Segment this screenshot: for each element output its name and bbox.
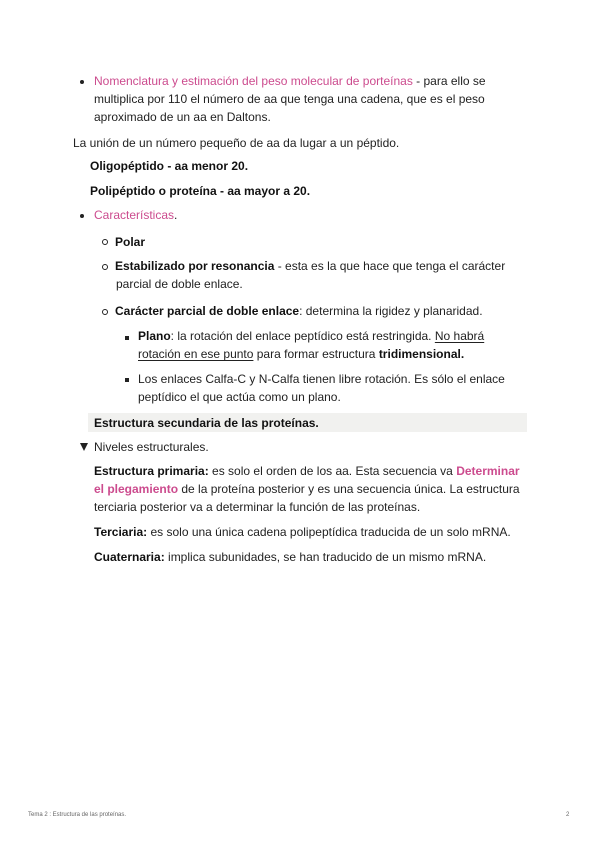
primaria-bold: Estructura primaria: xyxy=(94,464,209,478)
plano-line-1 xyxy=(138,327,484,345)
nomenclatura-line-2: multiplica por 110 el número de aa que tenga una cadena, que es el peso xyxy=(94,92,485,106)
plano-underline-1: No habrá xyxy=(434,329,485,343)
primaria-highlight-2: el plegamiento xyxy=(94,482,179,496)
plano-text: : la rotación del enlace peptídico está restringida. xyxy=(170,329,435,343)
primaria-line-1 xyxy=(94,462,520,480)
plano-line-2 xyxy=(138,345,464,363)
bullet-circle-icon xyxy=(102,309,108,315)
enlaces-line-1: Los enlaces Calfa-C y N-Calfa tienen libre rotación. Es sólo el enlace xyxy=(138,372,505,386)
caracter-parcial-bold: Carácter parcial de doble enlace xyxy=(115,304,300,318)
caracter-parcial-text: : determina la rigidez y planaridad. xyxy=(299,304,483,318)
bullet-circle-icon xyxy=(102,239,108,245)
niveles-toggle-label[interactable]: Niveles estructurales. xyxy=(94,440,209,454)
caracteristicas-link[interactable]: Características xyxy=(94,208,175,222)
primaria-text: es solo el orden de los aa. Esta secuencia va xyxy=(208,464,457,478)
polipeptido-text: Polipéptido o proteína - aa mayor a 20. xyxy=(90,184,311,198)
polar-text: Polar xyxy=(115,235,146,249)
secundaria-heading: Estructura secundaria de las proteínas. xyxy=(94,416,319,430)
toggle-triangle-icon[interactable] xyxy=(80,443,88,451)
bullet-disc-icon xyxy=(80,214,84,218)
caracter-parcial-line xyxy=(115,302,483,320)
bullet-square-icon xyxy=(125,336,129,340)
nomenclatura-text: - para ello se xyxy=(412,74,486,88)
page-number: 2 xyxy=(566,812,570,818)
primaria-line-2 xyxy=(94,480,520,498)
nomenclatura-line-3: aproximado de un aa en Daltons. xyxy=(94,110,271,124)
plano-bold-2: tridimensional. xyxy=(378,347,465,361)
estabilizado-text: - esta es la que hace que tenga el carácter xyxy=(274,259,506,273)
bullet-disc-icon xyxy=(80,80,84,84)
terciaria-line xyxy=(94,523,511,541)
plano-bold: Plano xyxy=(138,329,171,343)
enlaces-line-2: peptídico el que actúa como un plano. xyxy=(138,390,341,404)
oligopeptido-text: Oligopéptido - aa menor 20. xyxy=(90,159,249,173)
bullet-square-icon xyxy=(125,378,129,382)
cuaternaria-text: implica subunidades, se han traducido de un mismo mRNA. xyxy=(164,550,487,564)
primaria-highlight-1: Determinar xyxy=(456,464,520,478)
plano-underline-2: rotación en ese punto xyxy=(138,347,254,361)
footer-title: Tema 2 : Estructura de las proteínas. xyxy=(28,812,127,818)
cuaternaria-bold: Cuaternaria: xyxy=(94,550,165,564)
plano-text-2: para formar estructura xyxy=(253,347,379,361)
terciaria-bold: Terciaria: xyxy=(94,525,148,539)
bullet-circle-icon xyxy=(102,264,108,270)
nomenclatura-link[interactable]: Nomenclatura y estimación del peso molecular de porteínas xyxy=(94,74,413,88)
cuaternaria-line xyxy=(94,548,486,566)
terciaria-text: es solo una única cadena polipeptídica traducida de un solo mRNA. xyxy=(147,525,511,539)
nomenclatura-line-1 xyxy=(94,72,486,90)
estabilizado-line-1 xyxy=(115,257,505,275)
estabilizado-line-2: parcial de doble enlace. xyxy=(116,277,243,291)
union-text: La unión de un número pequeño de aa da lugar a un péptido. xyxy=(73,136,400,150)
estabilizado-bold: Estabilizado por resonancia xyxy=(115,259,275,273)
caracteristicas-dot: . xyxy=(174,208,178,222)
primaria-text-2: de la proteína posterior y es una secuencia única. La estructura xyxy=(178,482,520,496)
primaria-line-3: terciaria posterior va a determinar la función de las proteínas. xyxy=(94,500,421,514)
caracteristicas-heading xyxy=(94,206,177,224)
